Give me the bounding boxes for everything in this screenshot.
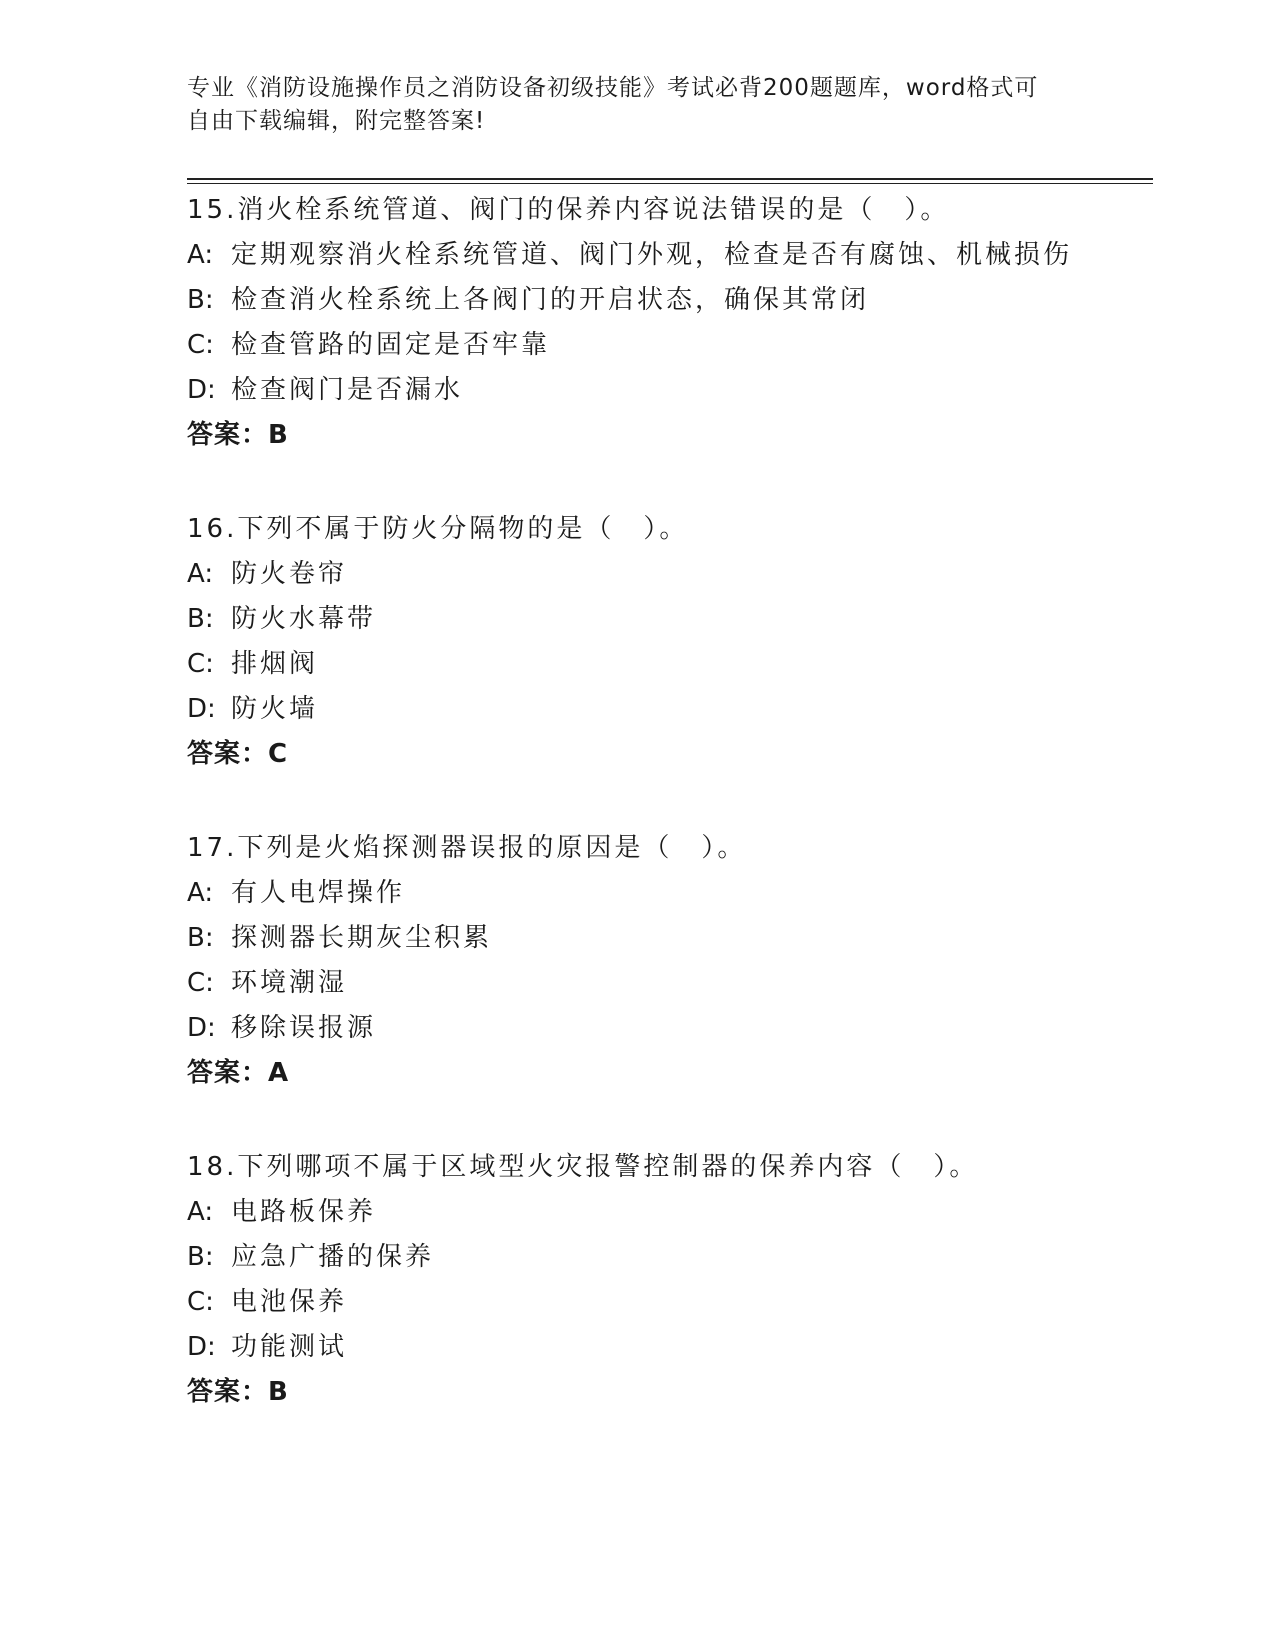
option-text: 电池保养 — [231, 1287, 348, 1317]
option-c — [187, 642, 1153, 687]
option-b — [187, 278, 1153, 323]
option-b — [187, 916, 1153, 961]
option-text: 应急广播的保养 — [231, 1242, 435, 1272]
option-letter: C: — [187, 330, 214, 360]
question-17 — [187, 826, 1153, 1096]
question-stem: 17.下列是火焰探测器误报的原因是（ ）。 — [187, 833, 747, 863]
header-divider-thick — [187, 178, 1153, 180]
question-15 — [187, 188, 1153, 458]
option-letter: A: — [187, 559, 214, 589]
answer-line: 答案：B — [187, 420, 289, 450]
question-stem: 18.下列哪项不属于区域型火灾报警控制器的保养内容（ ）。 — [187, 1152, 979, 1182]
option-letter: A: — [187, 1197, 214, 1227]
option-a — [187, 233, 1153, 278]
option-b — [187, 597, 1153, 642]
question-18 — [187, 1145, 1153, 1415]
option-letter: B: — [187, 923, 214, 953]
option-text: 防火卷帘 — [231, 559, 348, 589]
option-text: 检查消火栓系统上各阀门的开启状态，确保其常闭 — [231, 285, 870, 315]
option-text: 有人电焊操作 — [231, 878, 406, 908]
option-letter: D: — [187, 1332, 216, 1362]
question-stem: 16.下列不属于防火分隔物的是（ ）。 — [187, 514, 689, 544]
question-16 — [187, 507, 1153, 777]
option-text: 防火水幕带 — [231, 604, 377, 634]
option-text: 检查阀门是否漏水 — [231, 375, 464, 405]
option-letter: C: — [187, 968, 214, 998]
header-line-2: 自由下载编辑，附完整答案! — [187, 108, 486, 134]
option-letter: C: — [187, 649, 214, 679]
document-header — [187, 72, 1087, 138]
option-b — [187, 1235, 1153, 1280]
answer-line: 答案：C — [187, 739, 289, 769]
option-d — [187, 1325, 1153, 1370]
option-letter: D: — [187, 375, 216, 405]
option-letter: D: — [187, 694, 216, 724]
option-letter: B: — [187, 285, 214, 315]
option-letter: A: — [187, 878, 214, 908]
answer-line: 答案：B — [187, 1377, 289, 1407]
option-letter: C: — [187, 1287, 214, 1317]
option-text: 电路板保养 — [231, 1197, 377, 1227]
header-line-1: 专业《消防设施操作员之消防设备初级技能》考试必背200题题库，word格式可 — [187, 75, 1039, 101]
option-d — [187, 1006, 1153, 1051]
question-stem: 15.消火栓系统管道、阀门的保养内容说法错误的是（ ）。 — [187, 195, 950, 225]
option-letter: A: — [187, 240, 214, 270]
header-divider-thin — [187, 183, 1153, 184]
option-text: 移除误报源 — [231, 1013, 377, 1043]
option-a — [187, 1190, 1153, 1235]
option-a — [187, 871, 1153, 916]
option-text: 检查管路的固定是否牢靠 — [231, 330, 551, 360]
option-text: 定期观察消火栓系统管道、阀门外观，检查是否有腐蚀、机械损伤 — [231, 240, 1073, 270]
option-c — [187, 961, 1153, 1006]
option-d — [187, 687, 1153, 732]
option-c — [187, 1280, 1153, 1325]
answer-line: 答案：A — [187, 1058, 290, 1088]
option-text: 功能测试 — [231, 1332, 348, 1362]
option-text: 防火墙 — [231, 694, 319, 724]
option-c — [187, 323, 1153, 368]
option-a — [187, 552, 1153, 597]
option-text: 探测器长期灰尘积累 — [231, 923, 493, 953]
option-text: 环境潮湿 — [231, 968, 348, 998]
option-letter: B: — [187, 604, 214, 634]
option-letter: D: — [187, 1013, 216, 1043]
option-d — [187, 368, 1153, 413]
option-text: 排烟阀 — [231, 649, 319, 679]
option-letter: B: — [187, 1242, 214, 1272]
